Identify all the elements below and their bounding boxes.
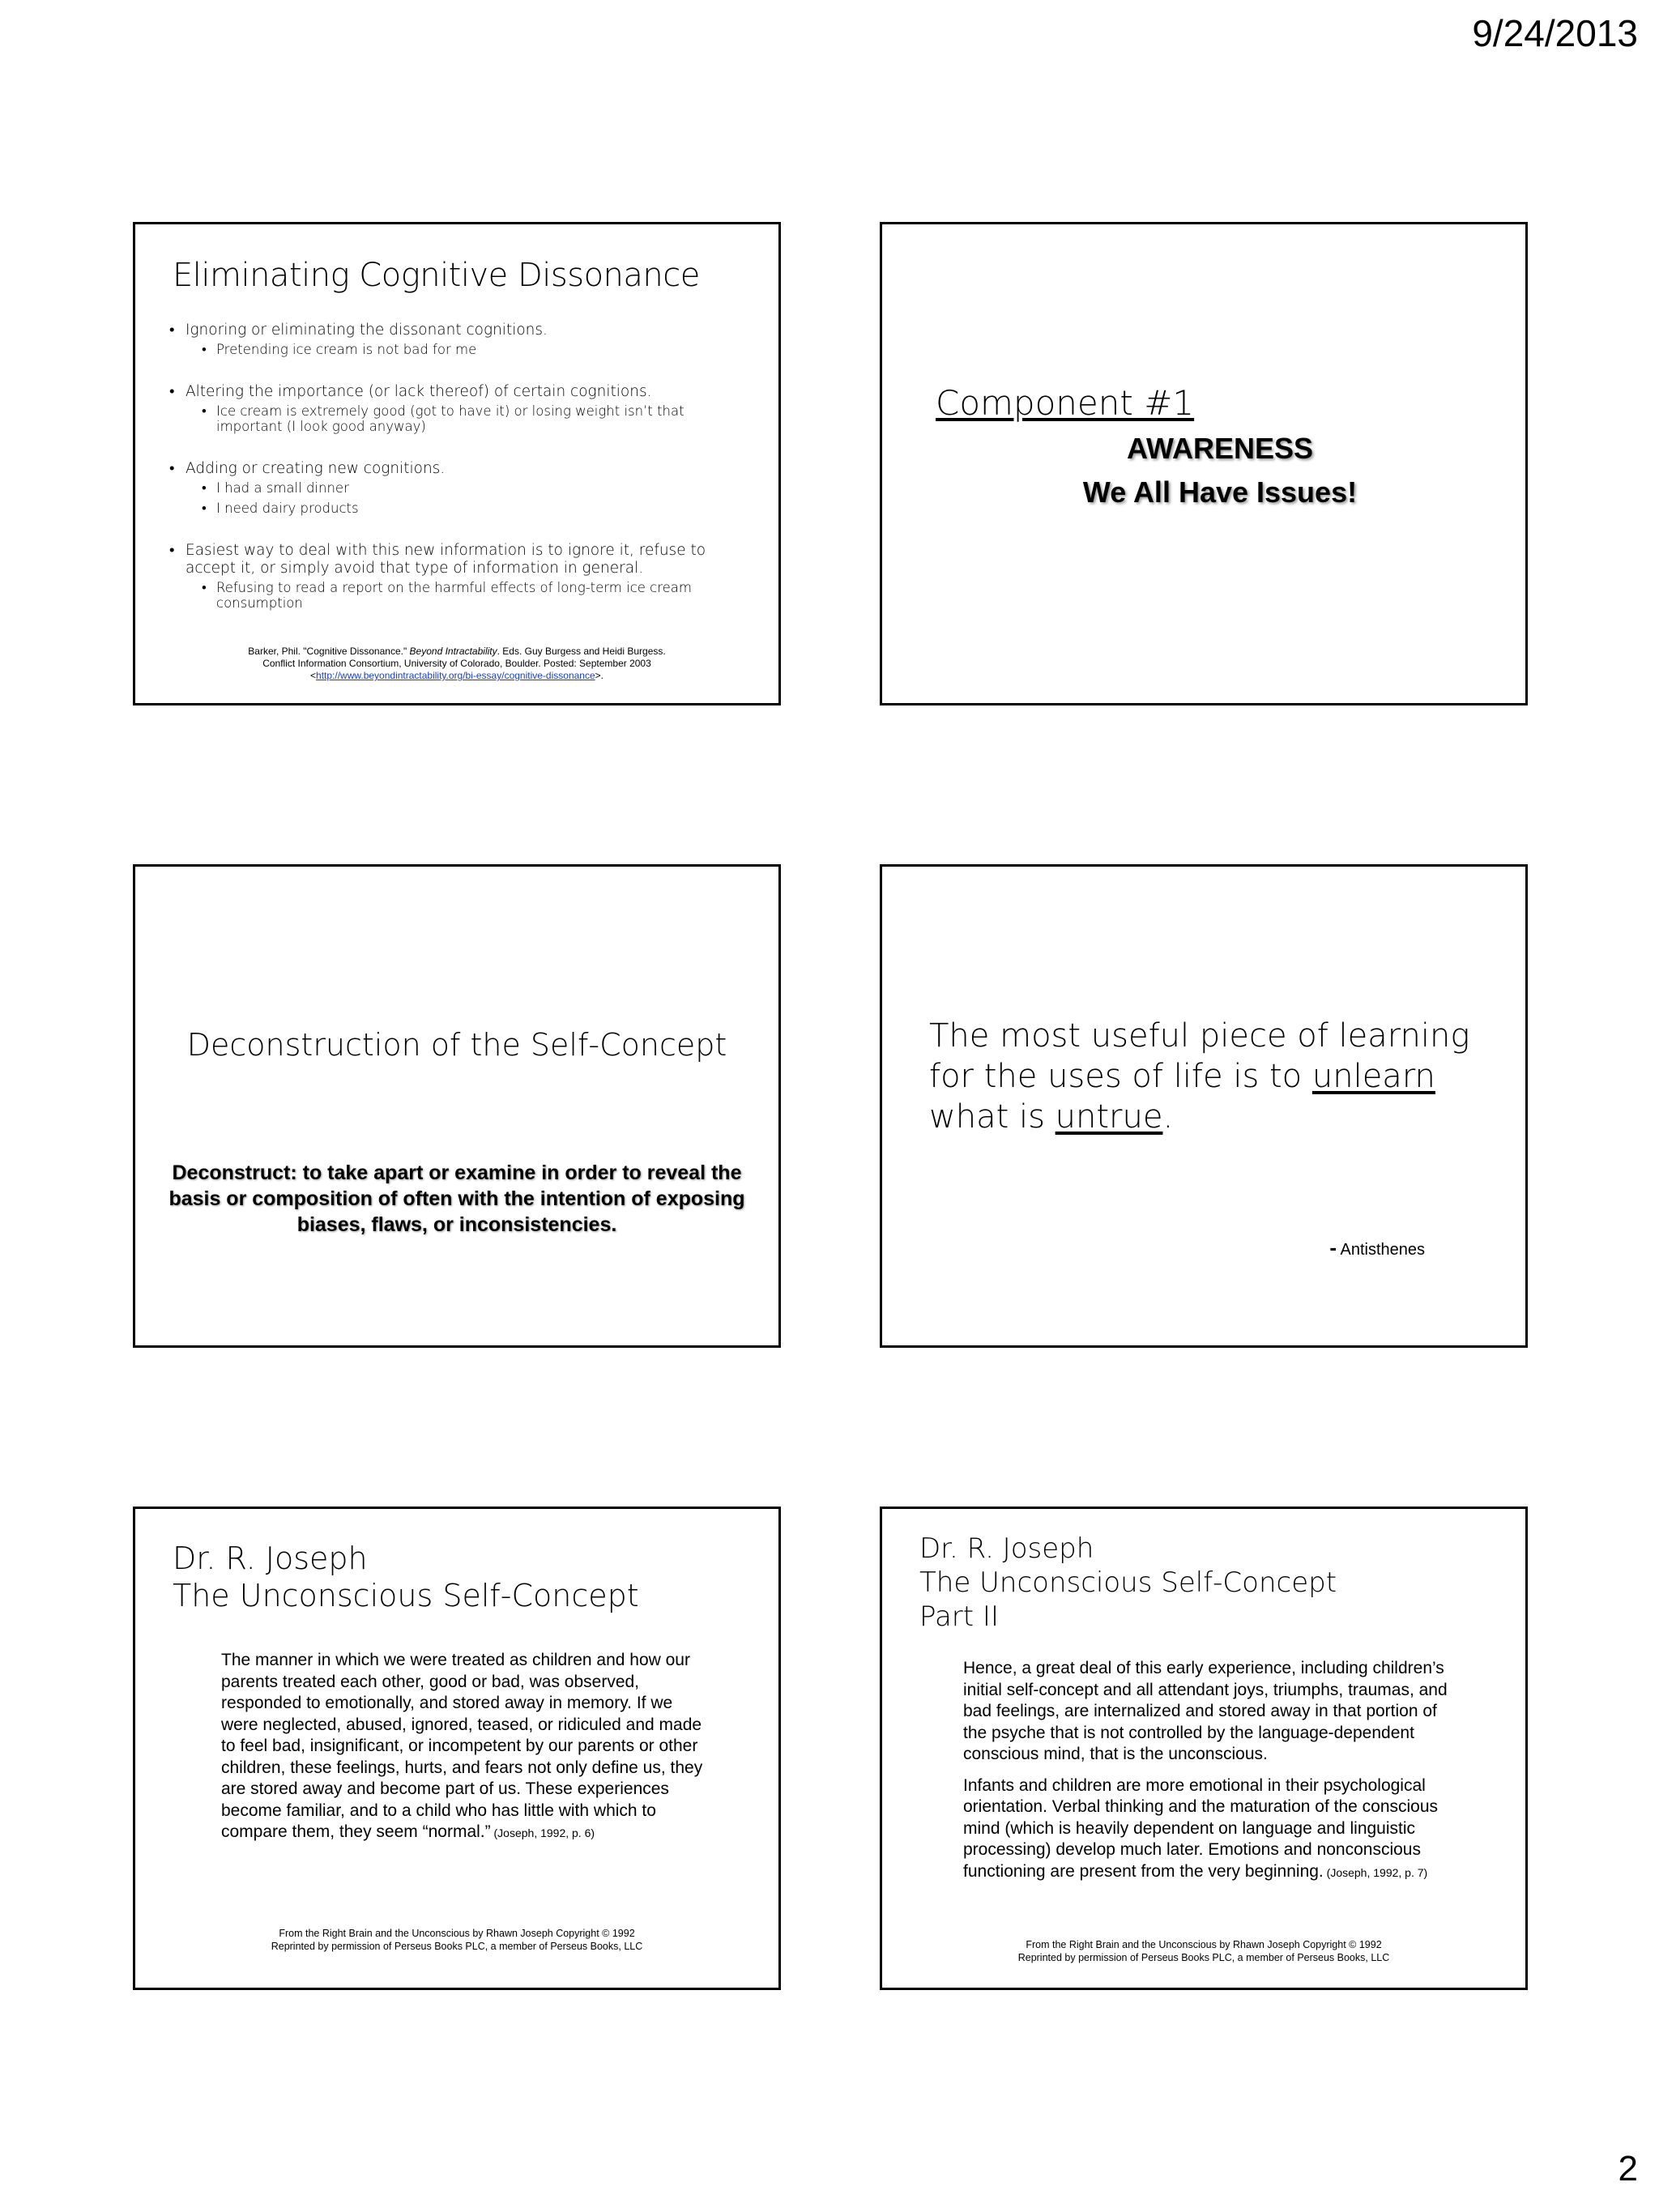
link-bracket-close: >.	[595, 670, 603, 681]
citation-source: Beyond Intractability	[409, 646, 497, 657]
title-line: Dr. R. Joseph	[919, 1532, 1094, 1565]
body-paragraph: The manner in which we were treated as children and how our parents treated each other, good or bad, was observed, responded to emotionally, and stored away in memory. If we were neglected, abused, ignored, teased, or ridiculed and made to feel bad, insignificant, or incompetent by our parents or other children, these feelings, hurts, and fears not only define us, they are stored away and become part of us. These experiences become familiar, and to a child who has little with which to compare them, they seem “normal.”	[221, 1651, 703, 1841]
credit-line: Reprinted by permission of Perseus Books PLC, a member of Perseus Books, LLC	[1017, 1952, 1390, 1963]
title-line: The Unconscious Self-Concept	[919, 1566, 1337, 1599]
slide-deconstruction	[133, 864, 781, 1348]
body-paragraph-text: Infants and children are more emotional in their psychological orientation. Verbal thinking and the maturation of the conscious mind (which is heavily dependent on language and linguistic processing) develop much later. Emotions and nonconscious functioning are present from the very beginning.	[963, 1775, 1439, 1881]
credit	[135, 1927, 778, 1953]
bullet-item: • Adding or creating new cognitions.	[169, 460, 746, 478]
sub-bullet-item: • I had a small dinner	[169, 480, 746, 496]
bullet-list	[169, 322, 746, 616]
citation-publisher: Conflict Information Consortium, University of Colorado, Boulder. Posted: September 2003	[262, 658, 651, 669]
quote-underlined-word: untrue	[1055, 1098, 1163, 1136]
credit	[882, 1938, 1525, 1964]
title-line: Dr. R. Joseph	[173, 1541, 368, 1576]
attribution-dash: -	[1329, 1235, 1337, 1259]
title-line: Part II	[919, 1600, 999, 1633]
page-number: 2	[1618, 2149, 1638, 2189]
body-text	[963, 1658, 1461, 1893]
body-text	[221, 1650, 714, 1844]
slide-heading: Component #1	[936, 383, 1195, 423]
issues-label: We All Have Issues!	[1082, 475, 1358, 509]
body-paragraph	[963, 1775, 1461, 1884]
credit-line: Reprinted by permission of Perseus Books PLC, a member of Perseus Books, LLC	[271, 1941, 643, 1952]
citation-editors: . Eds. Guy Burgess and Heidi Burgess.	[497, 646, 666, 657]
sub-bullet-item: • Refusing to read a report on the harmful effects of long-term ice cream consumption	[169, 580, 746, 611]
slide-quote	[880, 864, 1528, 1348]
quote-part: what is	[929, 1098, 1056, 1136]
body-paragraph: Hence, a great deal of this early experience, including children’s initial self-concept and all attendant joys, triumphs, traumas, and bad feelings, are internalized and stored away in that portion of the psyche that is not controlled by the language-dependent conscious mind, that is the unconscious.	[963, 1659, 1448, 1763]
slide-title: Deconstruction of the Self-Concept	[186, 1027, 727, 1063]
sub-bullet-item: • Ice cream is extremely good (got to have it) or losing weight isn’t that important (I look good anyway)	[169, 403, 746, 434]
credit-line: From the Right Brain and the Unconscious by Rhawn Joseph Copyright © 1992	[1026, 1939, 1382, 1950]
citation	[168, 646, 746, 682]
slide-unconscious-self-concept-part-2	[880, 1507, 1528, 1990]
definition-text: Deconstruct: to take apart or examine in order to reveal the basis or composition of often with the intention of exposing biases, flaws, or inconsistencies.	[168, 1161, 745, 1236]
slide-title	[919, 1532, 1337, 1634]
title-line: The Unconscious Self-Concept	[173, 1578, 639, 1613]
awareness-label: AWARENESS	[1126, 432, 1314, 465]
page-date: 9/24/2013	[1472, 12, 1638, 54]
quote-attribution	[1329, 1235, 1425, 1260]
quote-underlined-word: unlearn	[1311, 1058, 1435, 1095]
citation-link[interactable]: http://www.beyondintractability.org/bi-essay/cognitive-dissonance	[316, 670, 595, 681]
body-citation: (Joseph, 1992, p. 6)	[490, 1826, 595, 1839]
sub-bullet-item: • I need dairy products	[169, 501, 746, 516]
citation-author: Barker, Phil. "Cognitive Dissonance."	[248, 646, 410, 657]
attribution-name: Antisthenes	[1337, 1241, 1425, 1259]
slide-title	[173, 1540, 639, 1614]
quote-part: The most useful piece of learning for the uses of life is to	[929, 1017, 1470, 1095]
bullet-item: • Easiest way to deal with this new information is to ignore it, refuse to accept it, or simply avoid that type of information in general.	[169, 542, 746, 578]
bullet-item: • Ignoring or eliminating the dissonant cognitions.	[169, 322, 746, 339]
slide-unconscious-self-concept	[133, 1507, 781, 1990]
quote-part: .	[1162, 1098, 1174, 1136]
body-citation: (Joseph, 1992, p. 7)	[1323, 1865, 1428, 1879]
sub-bullet-item: • Pretending ice cream is not bad for me	[169, 342, 746, 357]
slide-component-awareness	[880, 222, 1528, 705]
link-bracket-open: <	[310, 670, 317, 681]
slide-title: Eliminating Cognitive Dissonance	[173, 257, 700, 294]
quote-text	[929, 1016, 1493, 1137]
slide-eliminating-cognitive-dissonance	[133, 222, 781, 705]
bullet-item: • Altering the importance (or lack thereof) of certain cognitions.	[169, 383, 746, 401]
credit-line: From the Right Brain and the Unconscious by Rhawn Joseph Copyright © 1992	[279, 1928, 635, 1939]
